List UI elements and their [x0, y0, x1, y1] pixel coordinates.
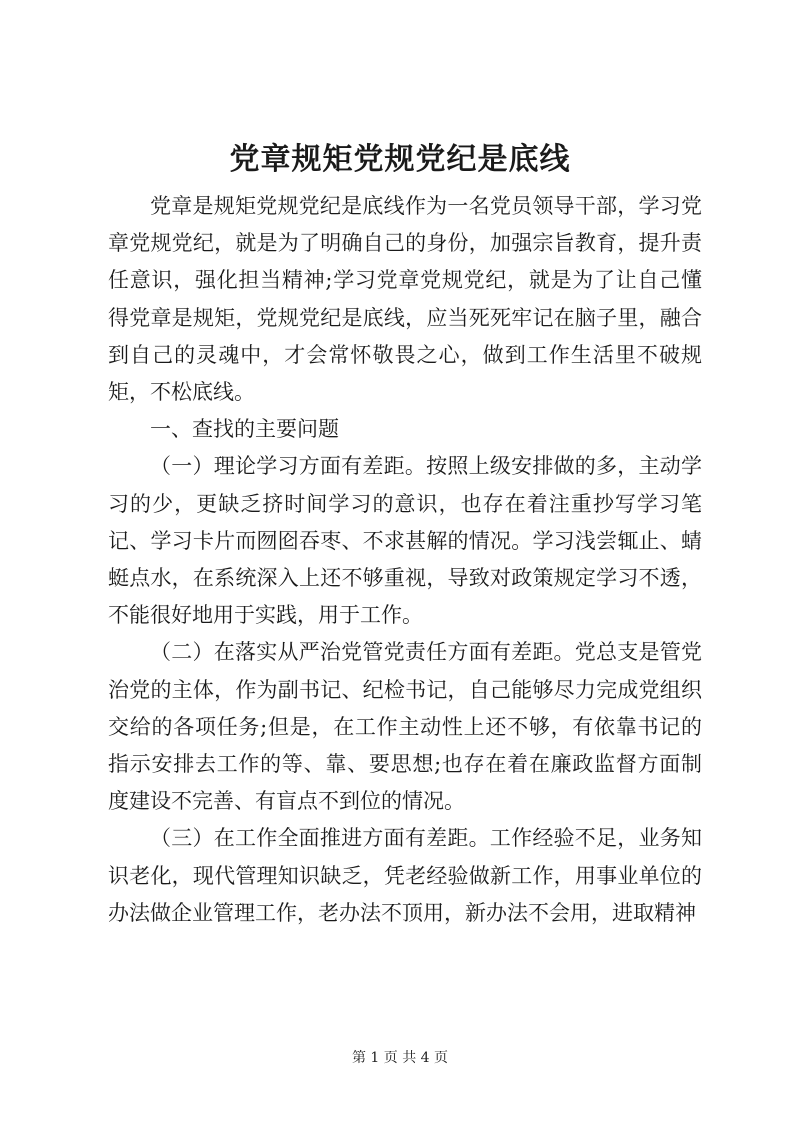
paragraph-theory-study: （一）理论学习方面有差距。按照上级安排做的多，主动学习的少，更缺乏挤时间学习的意识，也存在着注重抄写学习笔记、学习卡片而囫囵吞枣、不求甚解的情况。学习浅尝辄止、蜻蜓点水，在系统深入上还不够重视，导致对政策规定学习不透，不能很好地用于实践，用于工作。: [108, 454, 702, 628]
paragraph-work-progress: （三）在工作全面推进方面有差距。工作经验不足，业务知识老化，现代管理知识缺乏，凭老经验做新工作，用事业单位的办法做企业管理工作，老办法不顶用，新办法不会用，进取精神: [108, 826, 702, 925]
page-number: 第 1 页 共 4 页: [351, 1050, 449, 1066]
document-body: [108, 188, 702, 932]
paragraph-intro: 党章是规矩党规党纪是底线作为一名党员领导干部，学习党章党规党纪，就是为了明确自己的身份，加强宗旨教育，提升责任意识，强化担当精神;学习党章党规党纪，就是为了让自己懂得党章是规矩，党规党纪是底线，应当死死牢记在脑子里，融合到自己的灵魂中，才会常怀敬畏之心，做到工作生活里不破规矩，不松底线。: [108, 194, 702, 405]
document-title: 党章规矩党规党纪是底线: [229, 142, 571, 177]
paragraph-party-management: （二）在落实从严治党管党责任方面有差距。党总支是管党治党的主体，作为副书记、纪检书记，自己能够尽力完成党组织交给的各项任务;但是，在工作主动性上还不够，有依靠书记的指示安排去工作的等、靠、要思想;也存在着在廉政监督方面制度建设不完善、有盲点不到位的情况。: [108, 640, 702, 814]
section-heading-problems: 一、查找的主要问题: [150, 417, 339, 442]
